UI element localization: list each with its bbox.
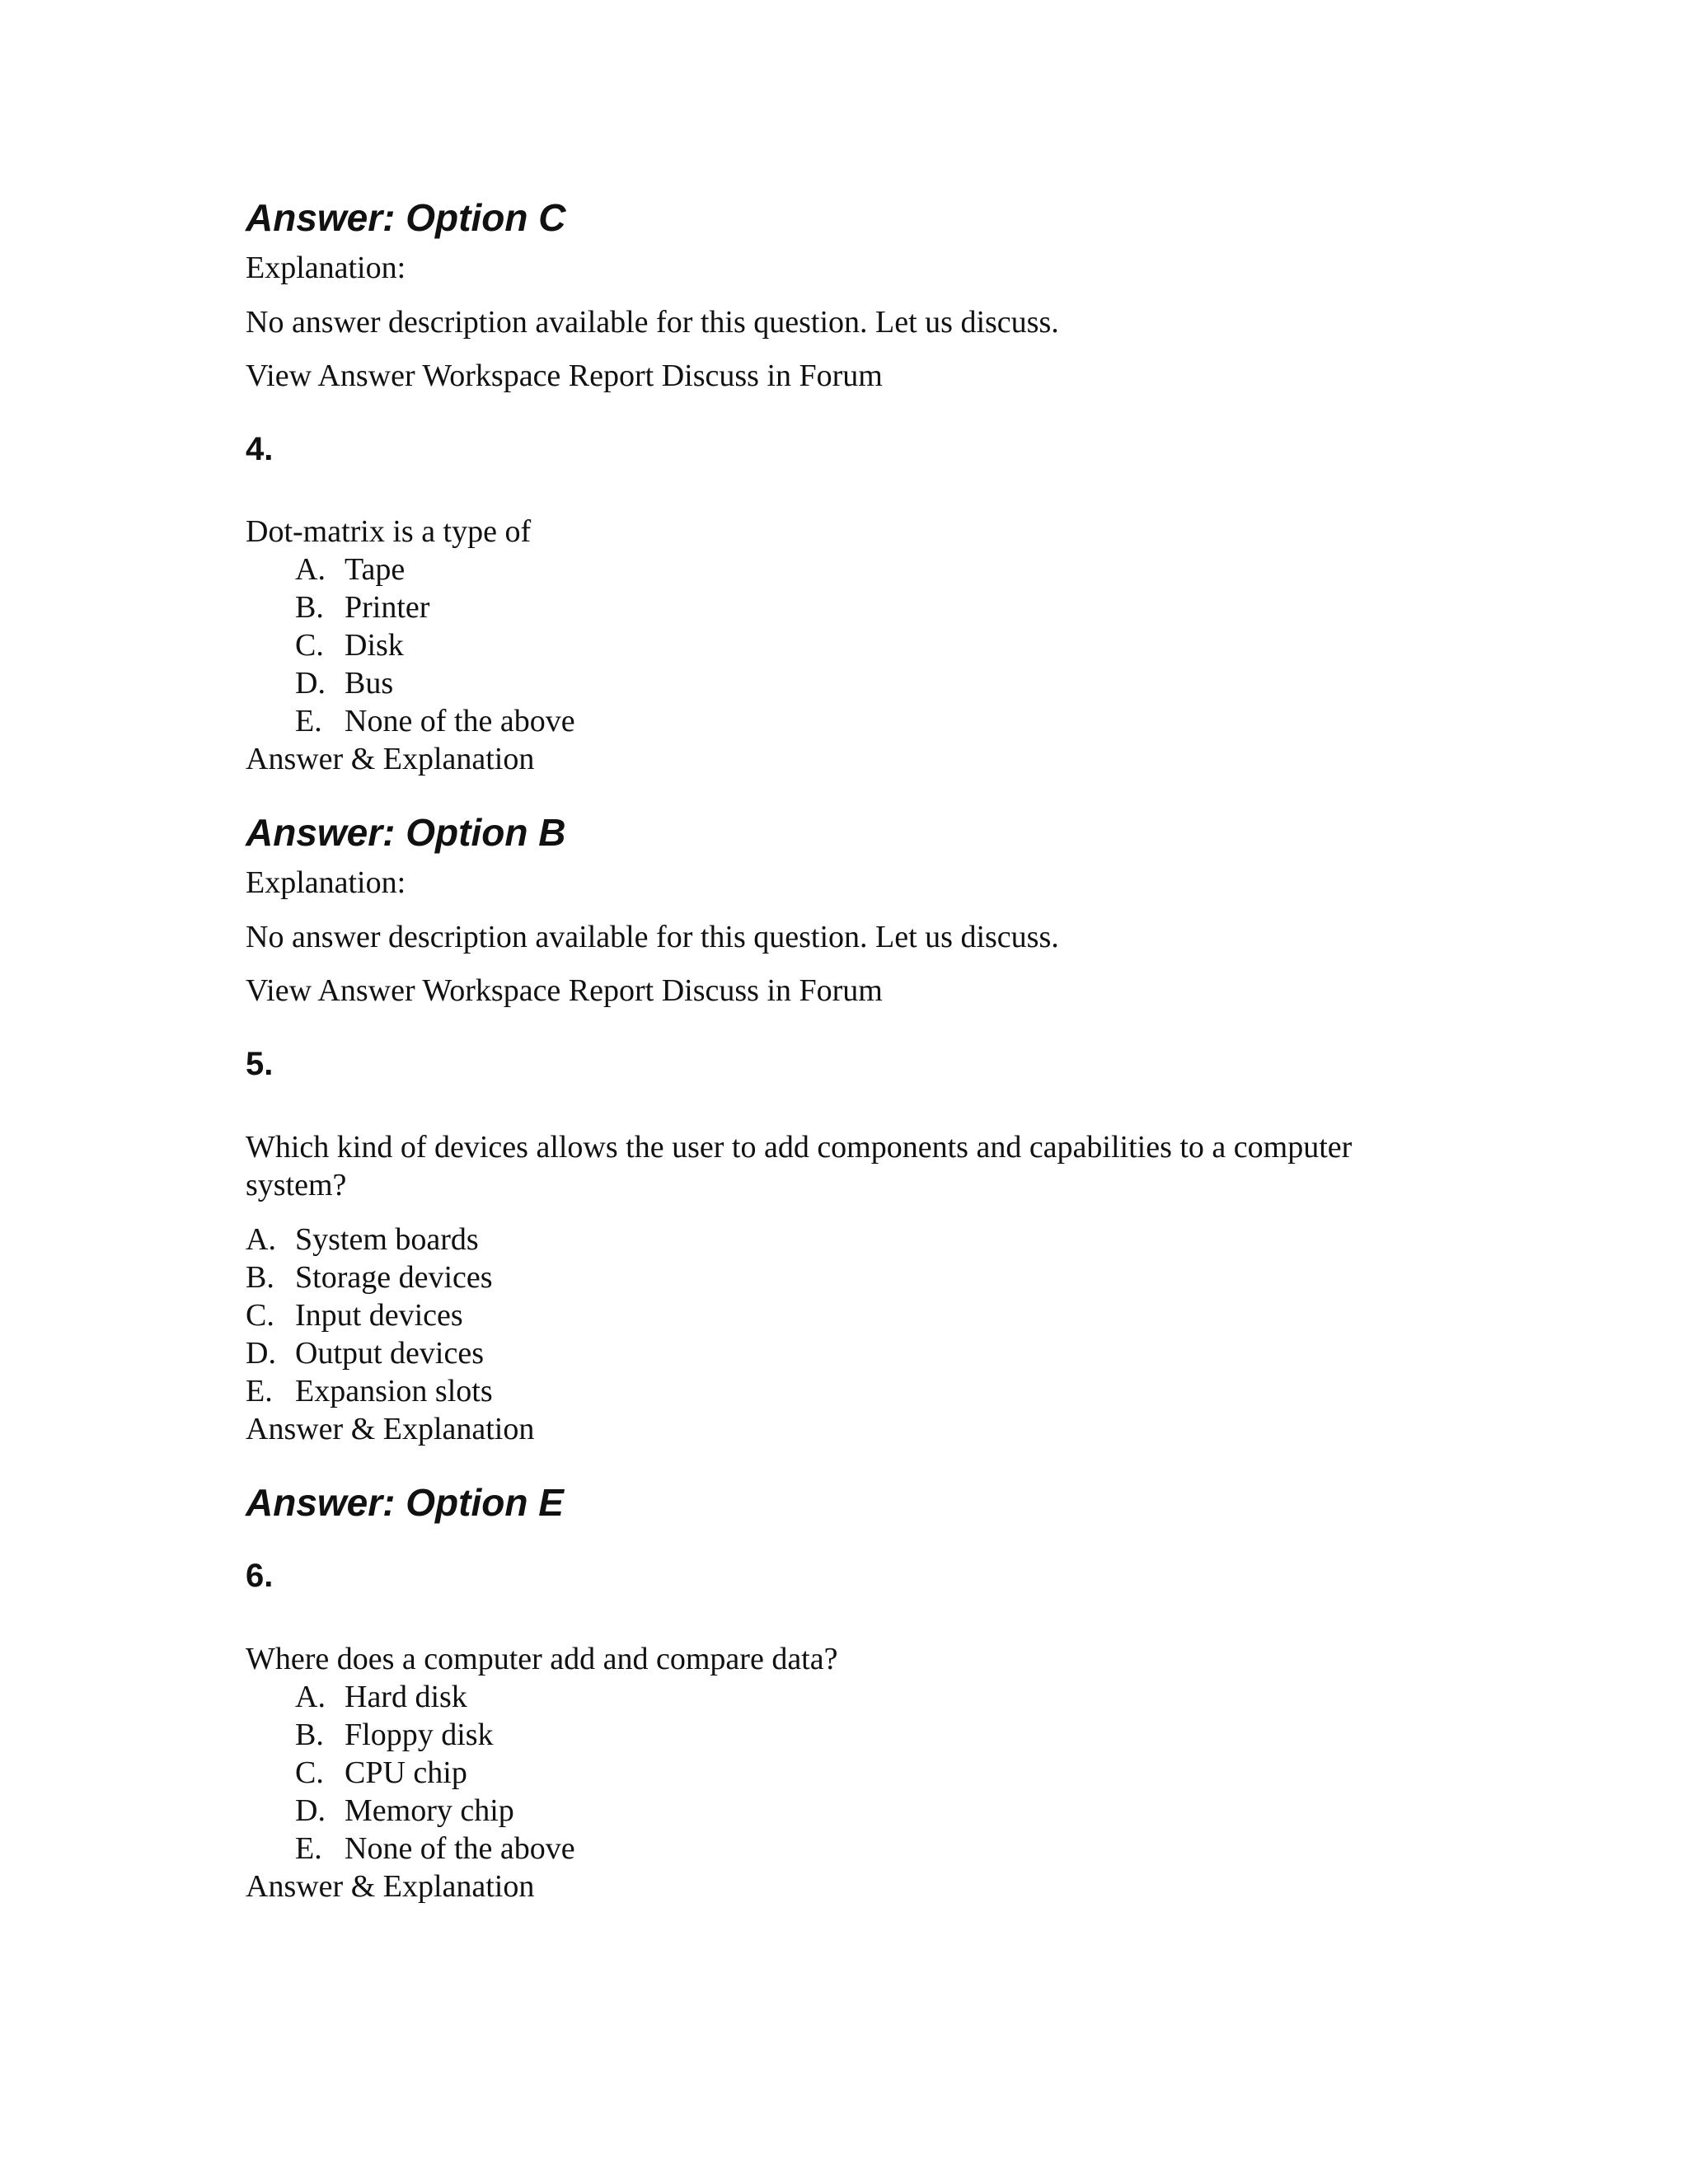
option-letter: A. (295, 1680, 326, 1714)
option-text: Tape (345, 552, 406, 587)
answer-links-q3[interactable]: View Answer Workspace Report Discuss in Forum (246, 359, 883, 393)
option-4-e (295, 702, 575, 740)
option-text: Printer (345, 590, 430, 625)
option-letter: B. (295, 590, 324, 625)
option-5-c (246, 1296, 463, 1334)
option-text: Bus (345, 666, 394, 701)
option-text: Disk (345, 628, 404, 663)
question-number-5: 5. (246, 1046, 274, 1082)
option-text: Storage devices (295, 1260, 493, 1295)
option-4-d (295, 664, 393, 702)
answer-toggle-4[interactable]: Answer & Explanation (246, 742, 535, 776)
option-6-d (295, 1792, 514, 1830)
explanation-label-q3: Explanation: (246, 251, 406, 285)
option-5-e (246, 1372, 493, 1410)
option-text: Memory chip (345, 1793, 514, 1828)
explanation-label-q4: Explanation: (246, 865, 406, 900)
answer-toggle-6[interactable]: Answer & Explanation (246, 1869, 535, 1904)
option-letter: C. (295, 1755, 324, 1790)
option-letter: D. (246, 1336, 276, 1371)
option-5-a (246, 1221, 479, 1258)
option-5-b (246, 1258, 493, 1296)
option-letter: A. (295, 552, 326, 587)
option-letter: C. (246, 1298, 274, 1333)
answer-links-q4[interactable]: View Answer Workspace Report Discuss in Forum (246, 973, 883, 1008)
answer-heading-q3: Answer: Option C (246, 196, 566, 239)
option-6-a (295, 1678, 467, 1716)
explanation-text-q4: No answer description available for this question. Let us discuss. (246, 920, 1059, 954)
option-letter: E. (295, 1831, 322, 1866)
answer-toggle-5[interactable]: Answer & Explanation (246, 1412, 535, 1446)
option-4-b (295, 588, 429, 626)
explanation-text-q3: No answer description available for this question. Let us discuss. (246, 305, 1059, 340)
option-4-a (295, 551, 405, 588)
option-letter: B. (295, 1718, 324, 1752)
option-letter: B. (246, 1260, 274, 1295)
question-text-5: Which kind of devices allows the user to add components and capabilities to a computer system? (246, 1130, 1353, 1202)
option-5-d (246, 1334, 484, 1372)
option-text: Output devices (295, 1336, 485, 1371)
option-text: None of the above (345, 704, 575, 738)
option-text: System boards (295, 1222, 479, 1257)
question-text-4: Dot-matrix is a type of (246, 514, 532, 549)
option-text: Hard disk (345, 1680, 467, 1714)
question-number-6: 6. (246, 1558, 274, 1594)
answer-heading-q4: Answer: Option B (246, 811, 566, 854)
option-text: CPU chip (345, 1755, 467, 1790)
question-number-4: 4. (246, 431, 274, 467)
option-letter: A. (246, 1222, 276, 1257)
option-6-c (295, 1754, 467, 1792)
option-6-b (295, 1716, 494, 1754)
option-text: None of the above (345, 1831, 575, 1866)
option-letter: D. (295, 1793, 326, 1828)
option-6-e (295, 1830, 575, 1868)
option-letter: E. (295, 704, 322, 738)
option-text: Floppy disk (345, 1718, 494, 1752)
option-text: Input devices (295, 1298, 463, 1333)
answer-heading-q5: Answer: Option E (246, 1481, 564, 1524)
option-letter: E. (246, 1374, 273, 1408)
option-text: Expansion slots (295, 1374, 493, 1408)
option-4-c (295, 626, 404, 664)
option-letter: C. (295, 628, 324, 663)
option-letter: D. (295, 666, 326, 701)
question-text-6: Where does a computer add and compare data? (246, 1642, 838, 1676)
